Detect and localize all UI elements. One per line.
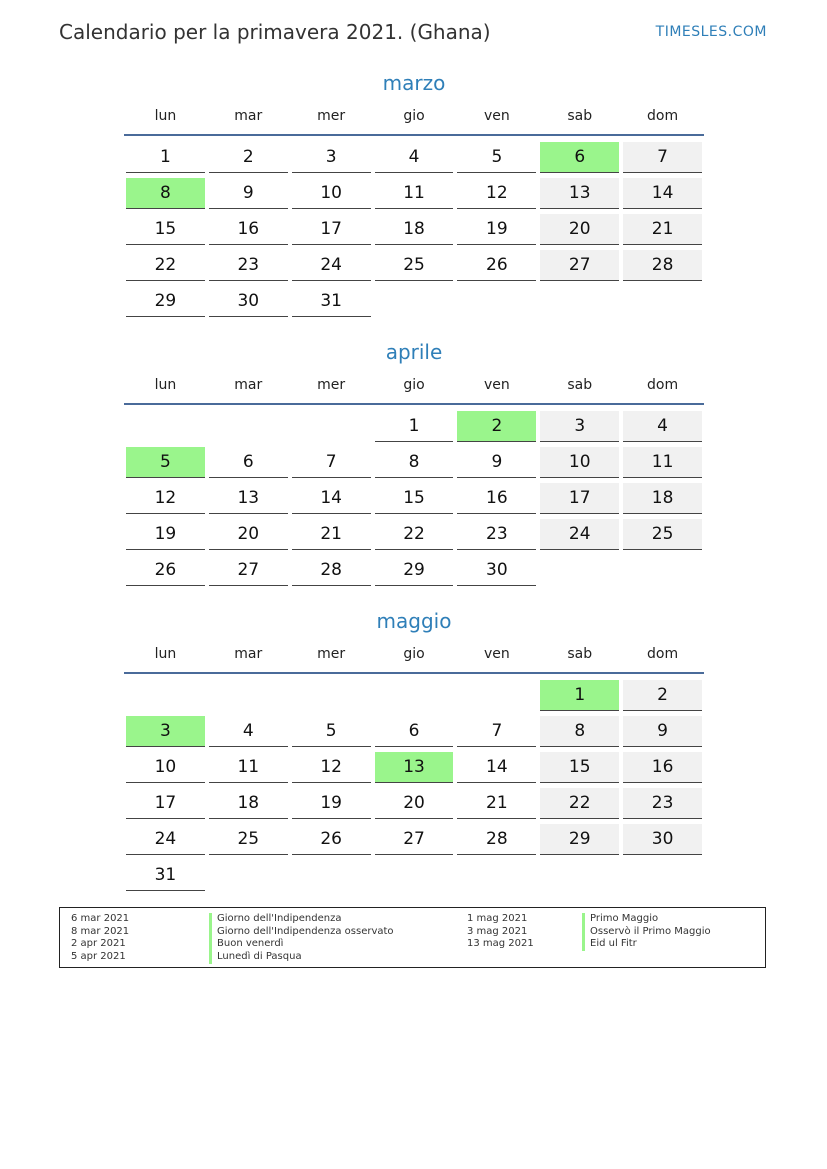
holiday-day-cell — [373, 750, 456, 786]
day-number: 13 — [540, 178, 619, 209]
day-cell — [621, 517, 704, 553]
day-cell — [455, 445, 538, 481]
empty-cell — [290, 409, 373, 445]
day-number: 30 — [457, 555, 536, 586]
day-number: 21 — [623, 214, 702, 245]
empty-cell — [124, 409, 207, 445]
weekday-header — [124, 106, 704, 126]
day-number: 7 — [623, 142, 702, 173]
day-number: 29 — [375, 555, 454, 586]
day-cell — [621, 248, 704, 284]
week-row — [124, 212, 704, 248]
weekday-label: mer — [317, 377, 346, 393]
legend-holiday-name: Buon venerdì — [209, 938, 394, 951]
day-cell — [124, 750, 207, 786]
day-cell — [621, 678, 704, 714]
day-cell — [207, 553, 290, 589]
holiday-day-cell — [124, 176, 207, 212]
day-cell — [455, 553, 538, 589]
week-row — [124, 786, 704, 822]
day-cell — [207, 822, 290, 858]
day-cell — [124, 481, 207, 517]
weekday-label: mar — [234, 108, 263, 124]
day-number: 28 — [623, 250, 702, 281]
day-number: 11 — [623, 447, 702, 478]
day-number: 25 — [623, 519, 702, 550]
day-number: 6 — [375, 716, 454, 747]
day-number: 23 — [457, 519, 536, 550]
day-number: 21 — [292, 519, 371, 550]
day-number: 31 — [292, 286, 371, 317]
week-row — [124, 176, 704, 212]
empty-cell — [455, 284, 538, 320]
day-number: 27 — [209, 555, 288, 586]
empty-cell — [373, 858, 456, 894]
site-link[interactable]: TIMESLES.COM — [655, 24, 767, 40]
day-number: 19 — [292, 788, 371, 819]
day-number: 16 — [209, 214, 288, 245]
day-cell — [538, 445, 621, 481]
day-cell — [621, 481, 704, 517]
empty-cell — [290, 678, 373, 714]
day-cell — [207, 481, 290, 517]
day-number: 18 — [375, 214, 454, 245]
day-cell — [373, 140, 456, 176]
week-row — [124, 140, 704, 176]
day-number: 18 — [623, 483, 702, 514]
weekday-header — [124, 375, 704, 395]
month-title: marzo — [382, 71, 446, 95]
day-number: 20 — [209, 519, 288, 550]
day-number: 26 — [292, 824, 371, 855]
day-cell — [455, 517, 538, 553]
day-number: 1 — [126, 142, 205, 173]
day-number: 25 — [209, 824, 288, 855]
day-number: 29 — [126, 286, 205, 317]
day-cell — [373, 714, 456, 750]
empty-cell — [621, 553, 704, 589]
day-cell — [621, 140, 704, 176]
weekday-label: gio — [403, 377, 425, 393]
day-cell — [455, 481, 538, 517]
week-row — [124, 750, 704, 786]
day-cell — [124, 248, 207, 284]
header-divider — [124, 134, 704, 136]
empty-cell — [207, 858, 290, 894]
day-number: 14 — [292, 483, 371, 514]
day-cell — [290, 822, 373, 858]
day-number: 3 — [292, 142, 371, 173]
day-number: 10 — [126, 752, 205, 783]
legend-holiday-name: Osservò il Primo Maggio — [582, 926, 711, 939]
day-cell — [290, 445, 373, 481]
day-cell — [124, 553, 207, 589]
day-cell — [538, 176, 621, 212]
day-number: 13 — [375, 752, 454, 783]
day-number: 9 — [209, 178, 288, 209]
day-number: 23 — [209, 250, 288, 281]
day-cell — [207, 750, 290, 786]
day-cell — [207, 714, 290, 750]
day-number: 30 — [209, 286, 288, 317]
holiday-legend — [59, 907, 766, 968]
week-row — [124, 481, 704, 517]
day-cell — [538, 822, 621, 858]
day-cell — [290, 714, 373, 750]
day-number: 4 — [209, 716, 288, 747]
day-cell — [290, 140, 373, 176]
day-cell — [455, 248, 538, 284]
day-number: 22 — [540, 788, 619, 819]
day-cell — [455, 750, 538, 786]
day-cell — [373, 481, 456, 517]
day-cell — [538, 409, 621, 445]
day-number: 1 — [375, 411, 454, 442]
day-cell — [124, 517, 207, 553]
day-cell — [290, 553, 373, 589]
day-number: 12 — [457, 178, 536, 209]
day-number: 6 — [209, 447, 288, 478]
weekday-label: dom — [647, 377, 679, 393]
day-number: 15 — [126, 214, 205, 245]
day-cell — [455, 176, 538, 212]
legend-date: 6 mar 2021 — [71, 913, 130, 924]
day-cell — [538, 714, 621, 750]
day-number: 18 — [209, 788, 288, 819]
month-grid — [124, 409, 704, 589]
day-number: 27 — [375, 824, 454, 855]
month-maggio — [124, 608, 704, 894]
day-number: 31 — [126, 860, 205, 891]
legend-dates-right — [467, 913, 534, 951]
weekday-label: ven — [483, 646, 510, 662]
day-cell — [538, 212, 621, 248]
day-number: 17 — [540, 483, 619, 514]
day-cell — [621, 445, 704, 481]
day-number: 7 — [457, 716, 536, 747]
empty-cell — [290, 858, 373, 894]
empty-cell — [207, 678, 290, 714]
day-number: 19 — [126, 519, 205, 550]
day-number: 29 — [540, 824, 619, 855]
day-number: 4 — [375, 142, 454, 173]
day-number: 3 — [126, 716, 205, 747]
day-number: 27 — [540, 250, 619, 281]
day-cell — [124, 284, 207, 320]
day-cell — [290, 481, 373, 517]
day-cell — [290, 212, 373, 248]
weekday-label: mar — [234, 377, 263, 393]
day-cell — [124, 140, 207, 176]
day-number: 8 — [540, 716, 619, 747]
legend-holiday-name: Lunedì di Pasqua — [209, 951, 394, 964]
weekday-label: ven — [483, 108, 510, 124]
day-number: 28 — [292, 555, 371, 586]
day-number: 26 — [126, 555, 205, 586]
day-cell — [373, 445, 456, 481]
day-number: 14 — [623, 178, 702, 209]
day-cell — [455, 212, 538, 248]
day-cell — [207, 248, 290, 284]
day-number: 12 — [292, 752, 371, 783]
day-number: 30 — [623, 824, 702, 855]
day-number: 19 — [457, 214, 536, 245]
day-cell — [207, 786, 290, 822]
day-number: 5 — [292, 716, 371, 747]
week-row — [124, 517, 704, 553]
day-cell — [373, 553, 456, 589]
week-row — [124, 714, 704, 750]
day-number: 13 — [209, 483, 288, 514]
header-divider — [124, 403, 704, 405]
day-number: 16 — [457, 483, 536, 514]
weekday-label: mer — [317, 646, 346, 662]
weekday-label: sab — [567, 646, 593, 662]
day-cell — [124, 822, 207, 858]
day-number: 24 — [540, 519, 619, 550]
day-cell — [538, 750, 621, 786]
day-cell — [621, 409, 704, 445]
day-number: 14 — [457, 752, 536, 783]
day-cell — [290, 517, 373, 553]
day-cell — [207, 284, 290, 320]
day-number: 11 — [209, 752, 288, 783]
legend-date: 3 mag 2021 — [467, 925, 528, 937]
holiday-day-cell — [538, 140, 621, 176]
day-cell — [455, 714, 538, 750]
legend-date: 5 apr 2021 — [71, 951, 126, 963]
day-number: 24 — [126, 824, 205, 855]
day-cell — [290, 284, 373, 320]
day-cell — [373, 517, 456, 553]
day-number: 2 — [457, 411, 536, 442]
week-row — [124, 445, 704, 481]
day-cell — [538, 786, 621, 822]
month-title: aprile — [385, 340, 443, 364]
month-grid — [124, 678, 704, 894]
day-cell — [621, 176, 704, 212]
legend-date: 1 mag 2021 — [467, 913, 528, 924]
holiday-day-cell — [538, 678, 621, 714]
day-cell — [538, 481, 621, 517]
empty-cell — [455, 678, 538, 714]
day-number: 21 — [457, 788, 536, 819]
day-number: 22 — [375, 519, 454, 550]
month-title: maggio — [376, 609, 452, 633]
day-number: 9 — [457, 447, 536, 478]
day-number: 15 — [540, 752, 619, 783]
month-grid — [124, 140, 704, 320]
day-cell — [621, 786, 704, 822]
weekday-label: ven — [483, 377, 510, 393]
day-number: 3 — [540, 411, 619, 442]
day-number: 1 — [540, 680, 619, 711]
day-number: 15 — [375, 483, 454, 514]
empty-cell — [538, 284, 621, 320]
day-cell — [538, 248, 621, 284]
legend-date: 2 apr 2021 — [71, 938, 126, 950]
day-cell — [455, 140, 538, 176]
legend-holiday-name: Eid ul Fitr — [582, 938, 711, 951]
day-number: 25 — [375, 250, 454, 281]
day-number: 10 — [540, 447, 619, 478]
day-cell — [290, 248, 373, 284]
page-title: Calendario per la primavera 2021. (Ghana) — [59, 20, 491, 44]
day-cell — [455, 822, 538, 858]
weekday-label: mar — [234, 646, 263, 662]
day-number: 20 — [375, 788, 454, 819]
weekday-label: mer — [317, 108, 346, 124]
empty-cell — [621, 858, 704, 894]
weekday-label: gio — [403, 646, 425, 662]
legend-names-left — [209, 913, 394, 964]
day-cell — [207, 176, 290, 212]
day-cell — [290, 750, 373, 786]
legend-date: 13 mag 2021 — [467, 938, 534, 950]
weekday-label: sab — [567, 108, 593, 124]
day-number: 10 — [292, 178, 371, 209]
day-cell — [621, 212, 704, 248]
empty-cell — [621, 284, 704, 320]
weekday-label: lun — [154, 377, 177, 393]
day-cell — [621, 822, 704, 858]
day-number: 22 — [126, 250, 205, 281]
week-row — [124, 553, 704, 589]
day-cell — [621, 714, 704, 750]
day-number: 5 — [126, 447, 205, 478]
day-number: 9 — [623, 716, 702, 747]
legend-date: 8 mar 2021 — [71, 925, 130, 937]
day-number: 8 — [375, 447, 454, 478]
day-cell — [455, 786, 538, 822]
day-number: 12 — [126, 483, 205, 514]
weekday-label: sab — [567, 377, 593, 393]
empty-cell — [373, 284, 456, 320]
day-cell — [290, 786, 373, 822]
day-cell — [124, 858, 207, 894]
day-cell — [373, 248, 456, 284]
header-divider — [124, 672, 704, 674]
weekday-label: dom — [647, 108, 679, 124]
day-cell — [373, 176, 456, 212]
empty-cell — [207, 409, 290, 445]
week-row — [124, 248, 704, 284]
week-row — [124, 822, 704, 858]
legend-dates-left — [71, 913, 129, 964]
weekday-label: gio — [403, 108, 425, 124]
day-cell — [373, 409, 456, 445]
month-aprile — [124, 339, 704, 589]
empty-cell — [124, 678, 207, 714]
day-number: 24 — [292, 250, 371, 281]
legend-holiday-name: Primo Maggio — [582, 913, 711, 926]
day-number: 17 — [292, 214, 371, 245]
legend-holiday-name: Giorno dell'Indipendenza — [209, 913, 394, 926]
day-cell — [373, 822, 456, 858]
empty-cell — [455, 858, 538, 894]
day-cell — [207, 140, 290, 176]
holiday-day-cell — [124, 445, 207, 481]
day-cell — [124, 212, 207, 248]
empty-cell — [373, 678, 456, 714]
day-number: 5 — [457, 142, 536, 173]
legend-holiday-name: Giorno dell'Indipendenza osservato — [209, 926, 394, 939]
weekday-label: dom — [647, 646, 679, 662]
day-number: 23 — [623, 788, 702, 819]
empty-cell — [538, 553, 621, 589]
day-number: 7 — [292, 447, 371, 478]
week-row — [124, 678, 704, 714]
empty-cell — [538, 858, 621, 894]
day-number: 6 — [540, 142, 619, 173]
day-number: 2 — [623, 680, 702, 711]
day-number: 17 — [126, 788, 205, 819]
weekday-label: lun — [154, 108, 177, 124]
week-row — [124, 284, 704, 320]
day-cell — [207, 517, 290, 553]
day-number: 8 — [126, 178, 205, 209]
week-row — [124, 858, 704, 894]
day-cell — [538, 517, 621, 553]
day-cell — [621, 750, 704, 786]
month-marzo — [124, 70, 704, 320]
day-cell — [373, 786, 456, 822]
day-number: 2 — [209, 142, 288, 173]
day-cell — [290, 176, 373, 212]
day-number: 11 — [375, 178, 454, 209]
day-cell — [207, 212, 290, 248]
legend-names-right — [582, 913, 711, 951]
page-header — [59, 18, 767, 48]
weekday-header — [124, 644, 704, 664]
weekday-label: lun — [154, 646, 177, 662]
holiday-day-cell — [455, 409, 538, 445]
day-number: 28 — [457, 824, 536, 855]
week-row — [124, 409, 704, 445]
day-number: 20 — [540, 214, 619, 245]
holiday-day-cell — [124, 714, 207, 750]
day-cell — [124, 786, 207, 822]
day-number: 16 — [623, 752, 702, 783]
day-number: 4 — [623, 411, 702, 442]
day-cell — [207, 445, 290, 481]
day-number: 26 — [457, 250, 536, 281]
day-cell — [373, 212, 456, 248]
